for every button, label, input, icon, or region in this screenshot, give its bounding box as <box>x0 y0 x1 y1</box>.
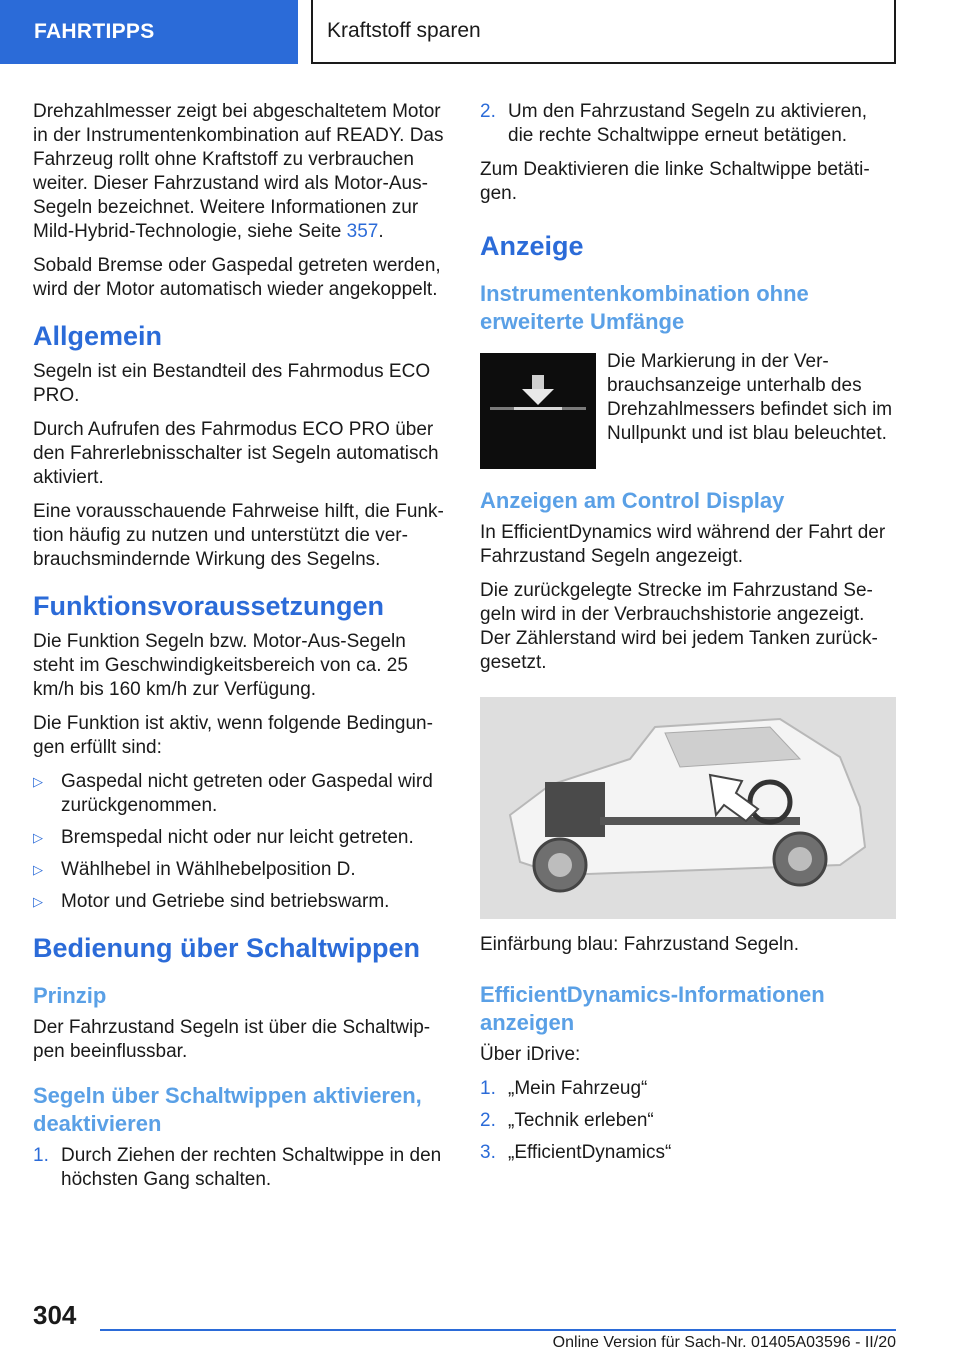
page-header <box>0 0 960 66</box>
steps-list-left <box>33 1144 448 1192</box>
list-item: 1. Durch Ziehen der rechten Schaltwippe in den höchsten Gang schalten. <box>33 1145 442 1190</box>
step-number: 2. <box>480 101 496 122</box>
list-item: 2. Um den Fahrzustand Segeln zu aktivieren, die rechte Schaltwippe erneut betätigen. <box>480 101 868 146</box>
deaktivieren-paragraph: Zum Deaktivieren die linke Schaltwippe betäti‐gen. <box>480 159 870 204</box>
footer-online-version: Online Version für Sach-Nr. 01405A03596 - II/20 <box>552 1334 896 1351</box>
instrument-paragraph: Die Markierung in der Ver‐brauchsanzeige unterhalb des Drehzahlmessers befindet sich im Nullpunkt und ist blau beleuchtet. <box>607 351 893 444</box>
list-item: 3. „EfficientDynamics“ <box>480 1142 672 1163</box>
control-paragraph-1: In EfficientDynamics wird während der Fahrt der Fahrzustand Segeln angezeigt. <box>480 522 886 567</box>
steps-list-right <box>480 100 896 148</box>
topic-title: Kraftstoff sparen <box>311 0 896 64</box>
list-item: 1. „Mein Fahrzeug“ <box>480 1078 648 1099</box>
prinzip-paragraph: Der Fahrzustand Segeln ist über die Schaltwip‐pen beeinflussbar. <box>33 1017 431 1062</box>
funktion-paragraph-1: Die Funktion Segeln bzw. Motor-Aus-Segeln steht im Geschwindigkeitsbereich von ca. 25 km/h bis 160 km/h zur Verfügung. <box>33 631 408 700</box>
step-number: 2. <box>480 1110 496 1131</box>
allgemein-paragraph-1: Segeln ist ein Bestandteil des Fahrmodus ECO PRO. <box>33 361 431 406</box>
idrive-steps-list <box>480 1077 896 1165</box>
step-number: 3. <box>480 1142 496 1163</box>
heading-efficientdynamics: EfficientDynamics-Informationen anzeigen <box>480 982 825 1035</box>
heading-funktionsvoraussetzungen: Funktionsvoraussetzungen <box>33 591 385 621</box>
heading-anzeige: Anzeige <box>480 231 584 261</box>
instrument-row <box>480 350 896 469</box>
intro-paragraph-1: Drehzahlmesser zeigt bei abgeschaltetem Motor in der Instrumentenkombination auf READY. Das Fahrzeug rollt ohne Kraftstoff zu verbrauchen weiter. Dieser Fahrzustand wird als Motor-Aus-Segeln bezeichnet. Weitere Informationen zur Mild-Hybrid-Technologie, siehe Seite 357. <box>33 101 444 242</box>
section-tab[interactable]: FAHRTIPPS <box>0 0 298 64</box>
heading-segeln-schaltwippen: Segeln über Schaltwippen aktivieren, deaktivieren <box>33 1083 422 1136</box>
car-drivetrain-illustration <box>480 697 896 919</box>
right-column <box>480 100 896 1175</box>
list-item: ▷ Motor und Getriebe sind betriebswarm. <box>33 891 390 912</box>
list-item: ▷ Wählhebel in Wählhebelposition D. <box>33 859 356 880</box>
allgemein-paragraph-3: Eine vorausschauende Fahrweise hilft, die Funk‐tion häufig zu nutzen und unterstützt die ver‐brauchsmindernde Wirkung des Segelns. <box>33 501 444 570</box>
triangle-bullet-icon: ▷ <box>33 894 43 909</box>
step-number: 1. <box>480 1078 496 1099</box>
list-item: ▷ Gaspedal nicht getreten oder Gaspedal wird zurückgenommen. <box>33 771 433 816</box>
footer-divider <box>100 1329 896 1331</box>
conditions-list <box>33 770 448 914</box>
consumption-indicator-icon <box>480 353 596 469</box>
heading-instrumentenkombination: Instrumentenkombination ohne erweiterte Umfänge <box>480 281 809 334</box>
triangle-bullet-icon: ▷ <box>33 862 43 877</box>
left-column <box>33 100 448 1202</box>
figure-caption: Einfärbung blau: Fahrzustand Segeln. <box>480 934 799 955</box>
list-item: ▷ Bremspedal nicht oder nur leicht getreten. <box>33 827 414 848</box>
intro-paragraph-2: Sobald Bremse oder Gaspedal getreten werden, wird der Motor automatisch wieder angekoppelt. <box>33 255 441 300</box>
page-number: 304 <box>33 1300 77 1330</box>
heading-allgemein: Allgemein <box>33 321 163 351</box>
funktion-paragraph-2: Die Funktion ist aktiv, wenn folgende Bedingun‐gen erfüllt sind: <box>33 713 433 758</box>
triangle-bullet-icon: ▷ <box>33 774 43 789</box>
heading-prinzip: Prinzip <box>33 983 107 1008</box>
heading-control-display: Anzeigen am Control Display <box>480 488 785 513</box>
page-reference-link[interactable]: 357 <box>346 221 379 242</box>
allgemein-paragraph-2: Durch Aufrufen des Fahrmodus ECO PRO über den Fahrerlebnisschalter ist Segeln automatisch aktiviert. <box>33 419 439 488</box>
control-paragraph-2: Die zurückgelegte Strecke im Fahrzustand Se‐geln wird in der Verbrauchshistorie angezeigt. Der Zählerstand wird bei jedem Tanken zurück‐gesetzt. <box>480 580 878 673</box>
step-number: 1. <box>33 1145 49 1166</box>
list-item: 2. „Technik erleben“ <box>480 1110 654 1131</box>
heading-bedienung: Bedienung über Schaltwippen <box>33 933 421 963</box>
idrive-paragraph: Über iDrive: <box>480 1044 581 1065</box>
triangle-bullet-icon: ▷ <box>33 830 43 845</box>
